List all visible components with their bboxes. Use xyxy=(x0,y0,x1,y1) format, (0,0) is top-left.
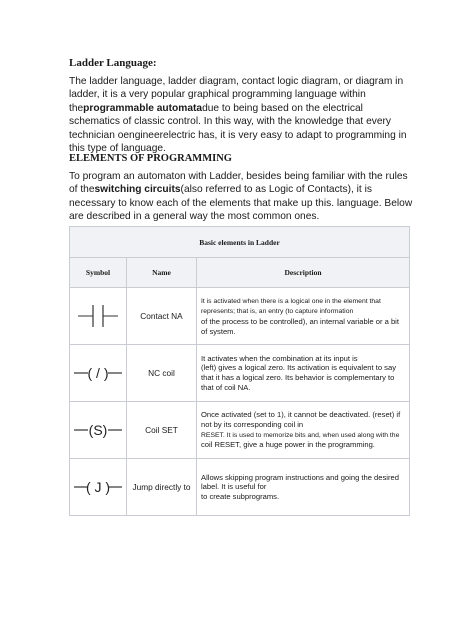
element-name: Coil SET xyxy=(127,402,197,459)
jump-coil-icon xyxy=(73,475,123,499)
para2-text-2: (also referred to as Logic of Contacts), it is necessary to know each of the elements that make up this. language. Below are described in a general way the most common ones. xyxy=(69,184,413,223)
element-name: Jump directly to xyxy=(127,459,197,516)
description-text: Allows skipping program instructions and going the desired label. It is useful for xyxy=(201,472,399,492)
symbol-cell xyxy=(70,402,127,459)
description-text: It is activated when there is a logical one in the element that represents; that is, an entry (to capture information xyxy=(201,297,381,316)
para2-bold-term: switching circuits xyxy=(94,184,181,196)
para1-text: The ladder language, ladder diagram, contact logic diagram, or diagram in ladder, it is a very popular graphical programming language within the xyxy=(69,76,404,114)
coil-set-symbol-text: (S) xyxy=(88,422,108,438)
table-row xyxy=(70,288,410,345)
header-description: Description xyxy=(197,258,410,288)
description-text: of the process to be controlled), an internal variable or a bit of system. xyxy=(201,317,399,336)
nc-coil-symbol-text: ( / ) xyxy=(87,365,109,381)
element-description xyxy=(197,402,410,459)
table-header-row xyxy=(70,258,410,288)
contact-na-icon xyxy=(76,301,120,331)
table-row xyxy=(70,459,410,516)
symbol-cell xyxy=(70,288,127,345)
heading-elements-of-programming: ELEMENTS OF PROGRAMMING xyxy=(69,153,232,164)
element-description xyxy=(197,345,410,402)
symbol-cell xyxy=(70,345,127,402)
heading-ladder-language: Ladder Language: xyxy=(69,57,157,69)
description-text: to create subprograms. xyxy=(201,491,280,501)
element-description xyxy=(197,459,410,516)
element-description xyxy=(197,288,410,345)
table-row xyxy=(70,402,410,459)
para1-bold-term: programmable automata xyxy=(83,102,203,114)
header-symbol: Symbol xyxy=(70,258,127,288)
paragraph-elements-intro xyxy=(69,170,414,224)
description-text: Once activated (set to 1), it cannot be deactivated. (reset) if not by its corresponding coil in xyxy=(201,410,401,429)
table-caption: Basic elements in Ladder xyxy=(70,227,410,258)
jump-coil-symbol-text: ( J ) xyxy=(85,479,111,495)
para2-text: To program an automaton with Ladder, besides being familiar with the rules of the xyxy=(69,171,408,196)
table-row xyxy=(70,345,410,402)
nc-coil-icon xyxy=(73,361,123,385)
description-text: RESET. It is used to memorize bits and, when used along with the xyxy=(201,431,400,439)
element-name: Contact NA xyxy=(127,288,197,345)
header-name: Name xyxy=(127,258,197,288)
description-text: coil RESET, give a huge power in the programming. xyxy=(201,440,375,450)
para1-text-2: due to being based on the electrical schematics of classic control. In this way, with the knowledge that every technician oengineer xyxy=(69,102,391,141)
element-name: NC coil xyxy=(127,345,197,402)
para1-text-3: electric has, it is very easy to adapt to programming in this type of language. xyxy=(69,129,407,155)
ladder-elements-table xyxy=(69,226,410,516)
paragraph-ladder-intro xyxy=(69,75,414,155)
symbol-cell xyxy=(70,459,127,516)
description-text: It activates when the combination at its input is xyxy=(201,353,358,363)
coil-set-icon xyxy=(73,418,123,442)
description-text: (left) gives a logical zero. Its activation is equivalent to say that it has a logical zero. Its behavior is complementary to that of coil NA. xyxy=(201,363,396,392)
